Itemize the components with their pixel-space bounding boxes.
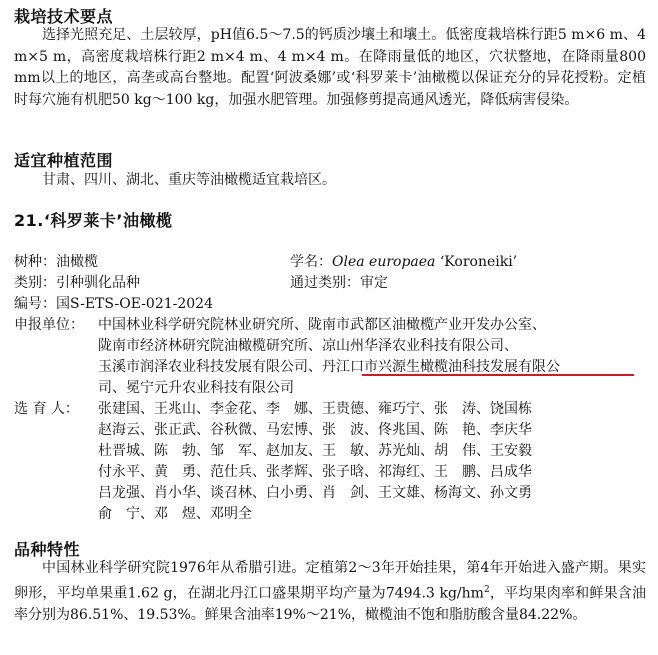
approval-field: 通过类别：审定: [290, 275, 388, 291]
breeder-line: 吕龙强、肖小华、谈召林、白小勇、肖 剑、王文雄、杨海文、孙文勇: [98, 485, 532, 501]
applicant-line: [98, 356, 560, 376]
range-paragraph: 甘肃、四川、湖北、重庆等油橄榄适宜栽培区。: [42, 172, 336, 188]
species-field: 树种：油橄榄: [14, 254, 98, 270]
section-heading-cultivation: 栽培技术要点: [14, 7, 114, 26]
scientific-name-field: [290, 251, 517, 271]
breeder-line: 俞 宁、邓 煜、邓明全: [98, 506, 252, 522]
section-heading-range: 适宜种植范围: [14, 151, 114, 170]
scientific-name-latin: Olea europaea: [332, 254, 436, 270]
highlight-underline: [362, 374, 634, 376]
breeder-label: 选 育 人：: [14, 401, 79, 417]
applicant-line: 中国林业科学研究院林业研究所、陇南市武都区油橄榄产业开发办公室、: [98, 317, 546, 333]
applicant-label: 申报单位：: [14, 317, 84, 333]
breeder-line: 付永平、黄 勇、范仕兵、张孝辉、张子晗、祁海红、王 鹏、吕成华: [98, 464, 532, 480]
scientific-name-cultivar: ‘Koroneiki’: [435, 254, 518, 270]
breeder-line: 杜晋城、陈 勃、邹 军、赵加友、王 敏、苏光灿、胡 伟、王安毅: [98, 443, 532, 459]
code-field: 编号：国S-ETS-OE-021-2024: [14, 296, 213, 312]
section-heading-traits: 品种特性: [14, 540, 81, 559]
traits-text-a: 中国林业科学研究院1976年从希腊引进。定植第2～3年开始挂果，第4年开始进入盛产期。果实卵形，平均单果重1.62 g，在湖北丹江口盛果期平均产量为7494.3 kg/hm: [14, 560, 646, 602]
applicant-xingyuansheng-highlight: 丹江口市兴源生橄榄油科技发展有限公: [322, 359, 560, 375]
applicant-line: 陇南市经济林研究院油橄榄研究所、凉山州华泽农业科技有限公司、: [98, 338, 518, 354]
applicant-runze: 玉溪市润泽农业科技发展有限公司、: [98, 359, 322, 375]
traits-text-b: ，平均果肉率和鲜果含油率分别为86.51%、19.53%。鲜果含油率19%～21%，橄榄油不饱和脂肪酸含量84.22%。: [14, 585, 647, 623]
traits-paragraph: [14, 558, 646, 626]
cultivation-paragraph: 选择光照充足、土层较厚，pH值6.5～7.5的钙质沙壤土和壤土。低密度栽培株行距5 m×6 m、4 m×5 m，高密度栽培株行距2 m×4 m、4 m×4 m。在降雨量低的地区，穴状整地，在降雨量800 mm以上的地区，高垄或高台整地。配置‘阿波桑娜’或‘科罗莱卡’油橄榄以保证充分的异花授粉。定植时每穴施有机肥50 kg～100 kg，加强水肥管理。加强修剪提高通风透光，降低病害侵染。: [14, 27, 646, 108]
scientific-name-label: 学名：: [290, 254, 332, 270]
breeder-line: 张建国、王兆山、李金花、李 娜、王贵德、雍巧宁、张 涛、饶国栋: [98, 401, 532, 417]
traits-superscript: 2: [483, 584, 490, 595]
breeder-line: 赵海云、张正武、谷秋微、马宏博、张 波、佟兆国、陈 艳、李庆华: [98, 422, 532, 438]
variety-title: 21.‘科罗莱卡’油橄榄: [14, 211, 173, 230]
applicant-line: 司、冕宁元升农业科技有限公司: [98, 380, 294, 396]
category-field: 类别：引种驯化品种: [14, 275, 140, 291]
